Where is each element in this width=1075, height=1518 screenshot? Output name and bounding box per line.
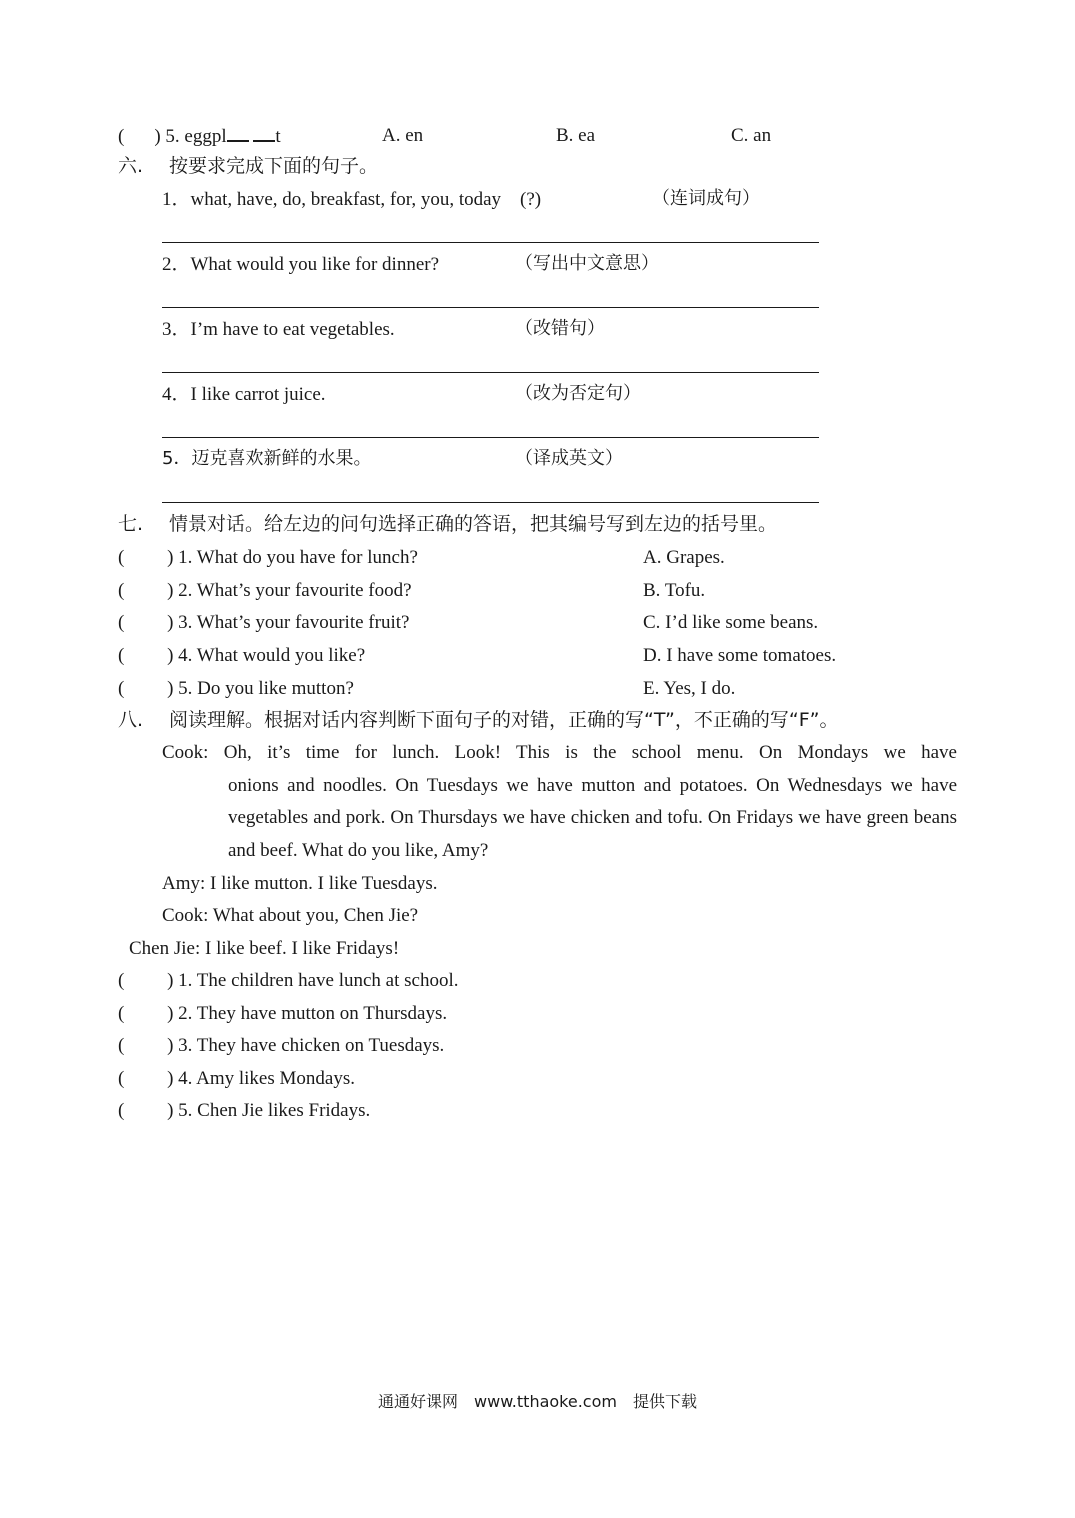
section8-number: 八. [118,709,144,731]
s6-item-2-text: 2．What would you like for dinner? [162,254,440,275]
q5-stem: ) 5. eggpl [154,126,227,147]
answer-line-4[interactable] [162,437,819,438]
amy-line: Amy: I like mutton. I like Tuesdays. [162,873,438,894]
answer-line-2[interactable] [162,307,819,308]
s8-judgment-2: ( ) 2. They have mutton on Thursdays. [118,1003,448,1024]
section7-title: 情景对话。给左边的问句选择正确的答语，把其编号写到左边的括号里。 [169,513,778,535]
q5-blank-2 [253,126,275,142]
s6-item-2-note: （写出中文意思） [515,253,659,274]
s8-judgment-1: ( ) 1. The children have lunch at school. [118,970,459,991]
s8-judgment-5: ( ) 5. Chen Jie likes Fridays. [118,1100,371,1121]
q5-item [118,126,281,146]
s7-question-5: ( ) 5. Do you like mutton? [118,678,354,699]
q5-option-a: A. en [382,125,424,146]
s6-item-5-note: （译成英文） [515,448,623,469]
s6-item-1-note: （连词成句） [652,188,760,209]
s7-answer-d: D. I have some tomatoes. [643,645,837,666]
chenjie-line: Chen Jie: I like beef. I like Fridays! [129,938,400,959]
s8-judgment-4: ( ) 4. Amy likes Mondays. [118,1068,355,1089]
s7-question-4: ( ) 4. What would you like? [118,645,366,666]
s7-answer-a: A. Grapes. [643,547,725,568]
page-footer: 通通好课网 www.tthaoke.com 提供下载 [378,1392,697,1411]
q5-option-b: B. ea [556,125,596,146]
s8-judgment-3: ( ) 3. They have chicken on Tuesdays. [118,1035,445,1056]
s6-item-5-text: 5．迈克喜欢新鲜的水果。 [162,448,372,469]
s7-answer-b: B. Tofu. [643,580,706,601]
s7-question-2: ( ) 2. What’s your favourite food? [118,580,412,601]
section8-title: 阅读理解。根据对话内容判断下面句子的对错，正确的写“T”，不正确的写“F”。 [169,709,839,731]
cook-line-1: Cook: Oh, it’s time for lunch. Look! This is the school menu. On Mondays we have [162,742,957,763]
s6-item-3-text: 3．I’m have to eat vegetables. [162,319,395,340]
s6-item-4-text: 4．I like carrot juice. [162,384,326,405]
q5-bracket: ( [118,126,125,147]
q5-option-c: C. an [731,125,772,146]
answer-line-5[interactable] [162,502,819,503]
section7-number: 七. [118,513,144,535]
s7-question-1: ( ) 1. What do you have for lunch? [118,547,418,568]
cook-line-rest: onions and noodles. On Tuesdays we have mutton and potatoes. On Wednesdays we have vegetables and pork. On Thursdays we have chicken and tofu. On Fridays we have green beans and beef. What do you like, Amy? [228,774,957,861]
section6-title: 按要求完成下面的句子。 [169,155,379,177]
s7-answer-e: E. Yes, I do. [643,678,736,699]
q5-tail: t [275,126,281,147]
s7-answer-c: C. I’d like some beans. [643,612,819,633]
section6-number: 六. [118,155,144,177]
s6-item-3-note: （改错句） [515,318,605,339]
answer-line-1[interactable] [162,242,819,243]
answer-line-3[interactable] [162,372,819,373]
s6-item-4-note: （改为否定句） [515,383,641,404]
s6-item-1-text: 1．what, have, do, breakfast, for, you, today (?) [162,189,542,210]
s7-question-3: ( ) 3. What’s your favourite fruit? [118,612,410,633]
cook-line-2: Cook: What about you, Chen Jie? [162,905,419,926]
reading-passage [162,737,957,867]
q5-blank-1 [227,126,249,142]
